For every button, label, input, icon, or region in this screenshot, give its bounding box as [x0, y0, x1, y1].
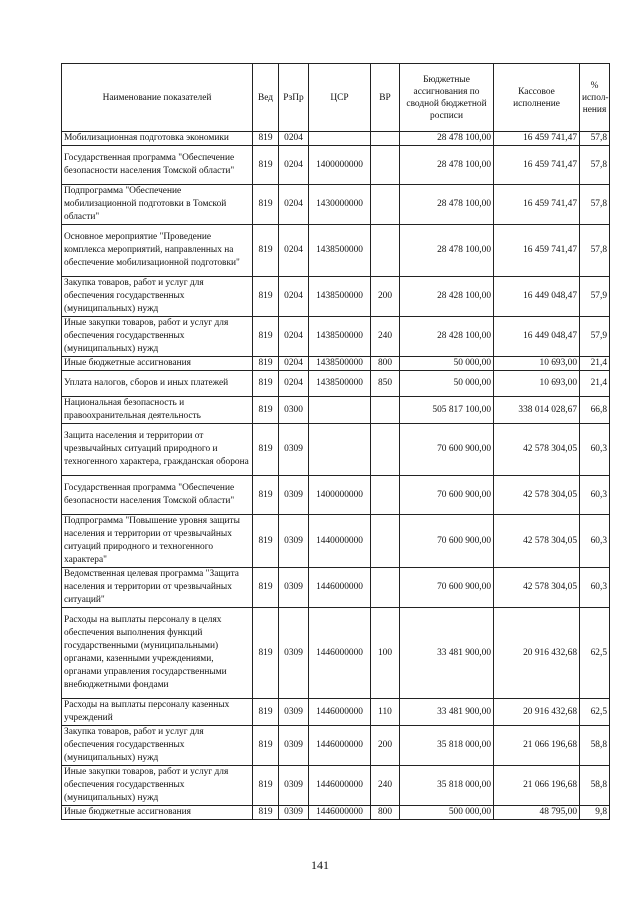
- cell-department: 819: [253, 726, 279, 766]
- cell-section: 0309: [279, 608, 309, 699]
- cell-cash-execution: 42 578 304,05: [494, 515, 580, 568]
- cell-target-article: [309, 424, 371, 476]
- table-row: [62, 608, 610, 699]
- cell-section: 0204: [279, 185, 309, 225]
- cell-cash-execution: 20 916 432,68: [494, 699, 580, 726]
- cell-budget-allocations: 28 478 100,00: [400, 185, 494, 225]
- cell-section: 0204: [279, 225, 309, 277]
- cell-expense-type: 850: [371, 371, 400, 397]
- cell-department: 819: [253, 225, 279, 277]
- cell-indicator-name: Расходы на выплаты персоналу казенных учреждений: [62, 699, 253, 726]
- cell-department: 819: [253, 608, 279, 699]
- cell-indicator-name: Подпрограмма "Обеспечение мобилизационной подготовки в Томской области": [62, 185, 253, 225]
- cell-cash-execution: 42 578 304,05: [494, 476, 580, 515]
- cell-expense-type: [371, 476, 400, 515]
- cell-execution-percent: 57,8: [580, 132, 610, 146]
- cell-budget-allocations: 28 428 100,00: [400, 277, 494, 317]
- table-row: [62, 806, 610, 820]
- budget-table: [61, 63, 610, 820]
- cell-department: 819: [253, 476, 279, 515]
- cell-department: 819: [253, 424, 279, 476]
- cell-cash-execution: 42 578 304,05: [494, 568, 580, 608]
- cell-indicator-name: Основное мероприятие "Проведение комплекса мероприятий, направленных на обеспечение мобилизационной подготовки": [62, 225, 253, 277]
- cell-expense-type: 240: [371, 317, 400, 357]
- cell-department: 819: [253, 357, 279, 371]
- cell-department: 819: [253, 397, 279, 424]
- cell-target-article: [309, 132, 371, 146]
- cell-execution-percent: 57,9: [580, 317, 610, 357]
- header-budget-allocations: Бюджетные ассигнования по сводной бюджетной росписи: [400, 64, 494, 132]
- cell-execution-percent: 60,3: [580, 568, 610, 608]
- cell-budget-allocations: 33 481 900,00: [400, 608, 494, 699]
- cell-section: 0204: [279, 357, 309, 371]
- cell-budget-allocations: 28 478 100,00: [400, 225, 494, 277]
- cell-cash-execution: 21 066 196,68: [494, 726, 580, 766]
- cell-expense-type: 240: [371, 766, 400, 806]
- cell-section: 0309: [279, 699, 309, 726]
- cell-cash-execution: 21 066 196,68: [494, 766, 580, 806]
- cell-indicator-name: Защита населения и территории от чрезвычайных ситуаций природного и техногенного характера, гражданская оборона: [62, 424, 253, 476]
- cell-indicator-name: Иные закупки товаров, работ и услуг для обеспечения государственных (муниципальных) нужд: [62, 766, 253, 806]
- cell-cash-execution: 16 459 741,47: [494, 185, 580, 225]
- cell-section: 0309: [279, 806, 309, 820]
- cell-cash-execution: 16 459 741,47: [494, 146, 580, 185]
- table-row: [62, 726, 610, 766]
- cell-indicator-name: Уплата налогов, сборов и иных платежей: [62, 371, 253, 397]
- cell-cash-execution: 16 449 048,47: [494, 317, 580, 357]
- cell-department: 819: [253, 185, 279, 225]
- cell-execution-percent: 21,4: [580, 371, 610, 397]
- table-row: [62, 146, 610, 185]
- cell-indicator-name: Расходы на выплаты персоналу в целях обеспечения выполнения функций государственными (муниципальными) органами, казенными учреждениями, органами управления государственными внебюджетными фондами: [62, 608, 253, 699]
- cell-expense-type: 200: [371, 277, 400, 317]
- cell-section: 0309: [279, 476, 309, 515]
- table-row: [62, 277, 610, 317]
- cell-section: 0300: [279, 397, 309, 424]
- table-row: [62, 397, 610, 424]
- table-row: [62, 766, 610, 806]
- table-header-row: [62, 64, 610, 132]
- cell-section: 0204: [279, 132, 309, 146]
- cell-target-article: 1446000000: [309, 608, 371, 699]
- cell-expense-type: [371, 515, 400, 568]
- cell-execution-percent: 57,9: [580, 277, 610, 317]
- cell-execution-percent: 57,8: [580, 225, 610, 277]
- cell-cash-execution: 338 014 028,67: [494, 397, 580, 424]
- cell-execution-percent: 60,3: [580, 424, 610, 476]
- cell-expense-type: [371, 397, 400, 424]
- table-row: [62, 424, 610, 476]
- table-row: [62, 515, 610, 568]
- cell-execution-percent: 9,8: [580, 806, 610, 820]
- cell-target-article: 1446000000: [309, 699, 371, 726]
- header-indicator-name: Наименование показателей: [62, 64, 253, 132]
- cell-expense-type: [371, 424, 400, 476]
- cell-budget-allocations: 35 818 000,00: [400, 726, 494, 766]
- cell-indicator-name: Иные бюджетные ассигнования: [62, 806, 253, 820]
- cell-department: 819: [253, 766, 279, 806]
- cell-indicator-name: Закупка товаров, работ и услуг для обеспечения государственных (муниципальных) нужд: [62, 277, 253, 317]
- cell-cash-execution: 20 916 432,68: [494, 608, 580, 699]
- cell-department: 819: [253, 568, 279, 608]
- cell-expense-type: 110: [371, 699, 400, 726]
- cell-section: 0309: [279, 424, 309, 476]
- cell-execution-percent: 21,4: [580, 357, 610, 371]
- cell-cash-execution: 16 459 741,47: [494, 225, 580, 277]
- cell-section: 0204: [279, 317, 309, 357]
- cell-section: 0204: [279, 146, 309, 185]
- cell-cash-execution: 10 693,00: [494, 371, 580, 397]
- header-execution-percent: % испол-нения: [580, 64, 610, 132]
- cell-indicator-name: Государственная программа "Обеспечение безопасности населения Томской области": [62, 146, 253, 185]
- cell-budget-allocations: 50 000,00: [400, 357, 494, 371]
- cell-expense-type: 800: [371, 806, 400, 820]
- table-row: [62, 225, 610, 277]
- cell-indicator-name: Подпрограмма "Повышение уровня защиты населения и территории от чрезвычайных ситуаций природного и техногенного характера": [62, 515, 253, 568]
- cell-cash-execution: 10 693,00: [494, 357, 580, 371]
- cell-cash-execution: 16 459 741,47: [494, 132, 580, 146]
- cell-department: 819: [253, 515, 279, 568]
- cell-department: 819: [253, 132, 279, 146]
- cell-department: 819: [253, 317, 279, 357]
- cell-section: 0204: [279, 277, 309, 317]
- cell-target-article: 1438500000: [309, 225, 371, 277]
- cell-section: 0309: [279, 515, 309, 568]
- cell-target-article: 1400000000: [309, 146, 371, 185]
- header-expense-type: ВР: [371, 64, 400, 132]
- cell-budget-allocations: 28 478 100,00: [400, 146, 494, 185]
- table-body: [62, 132, 610, 820]
- cell-execution-percent: 66,8: [580, 397, 610, 424]
- cell-budget-allocations: 70 600 900,00: [400, 476, 494, 515]
- cell-target-article: 1430000000: [309, 185, 371, 225]
- cell-expense-type: [371, 146, 400, 185]
- cell-execution-percent: 57,8: [580, 146, 610, 185]
- cell-target-article: 1438500000: [309, 277, 371, 317]
- cell-department: 819: [253, 371, 279, 397]
- cell-expense-type: 100: [371, 608, 400, 699]
- cell-budget-allocations: 70 600 900,00: [400, 424, 494, 476]
- cell-budget-allocations: 50 000,00: [400, 371, 494, 397]
- cell-target-article: 1446000000: [309, 726, 371, 766]
- cell-target-article: [309, 397, 371, 424]
- cell-expense-type: [371, 185, 400, 225]
- cell-target-article: 1438500000: [309, 317, 371, 357]
- cell-execution-percent: 58,8: [580, 726, 610, 766]
- cell-execution-percent: 58,8: [580, 766, 610, 806]
- cell-target-article: 1446000000: [309, 766, 371, 806]
- cell-department: 819: [253, 277, 279, 317]
- cell-execution-percent: 60,3: [580, 515, 610, 568]
- cell-department: 819: [253, 146, 279, 185]
- table-row: [62, 132, 610, 146]
- cell-execution-percent: 62,5: [580, 608, 610, 699]
- table-row: [62, 357, 610, 371]
- cell-budget-allocations: 28 478 100,00: [400, 132, 494, 146]
- cell-target-article: 1438500000: [309, 357, 371, 371]
- header-department: Вед: [253, 64, 279, 132]
- cell-target-article: 1446000000: [309, 806, 371, 820]
- table-row: [62, 185, 610, 225]
- cell-budget-allocations: 28 428 100,00: [400, 317, 494, 357]
- cell-budget-allocations: 33 481 900,00: [400, 699, 494, 726]
- cell-target-article: 1400000000: [309, 476, 371, 515]
- page-number: 141: [311, 858, 329, 872]
- cell-expense-type: 200: [371, 726, 400, 766]
- header-section: РзПр: [279, 64, 309, 132]
- cell-target-article: 1440000000: [309, 515, 371, 568]
- table-row: [62, 699, 610, 726]
- cell-indicator-name: Мобилизационная подготовка экономики: [62, 132, 253, 146]
- cell-section: 0309: [279, 568, 309, 608]
- cell-department: 819: [253, 699, 279, 726]
- cell-expense-type: [371, 132, 400, 146]
- cell-indicator-name: Закупка товаров, работ и услуг для обеспечения государственных (муниципальных) нужд: [62, 726, 253, 766]
- cell-section: 0309: [279, 766, 309, 806]
- cell-expense-type: 800: [371, 357, 400, 371]
- cell-budget-allocations: 70 600 900,00: [400, 515, 494, 568]
- cell-indicator-name: Национальная безопасность и правоохранительная деятельность: [62, 397, 253, 424]
- cell-section: 0309: [279, 726, 309, 766]
- cell-department: 819: [253, 806, 279, 820]
- cell-execution-percent: 62,5: [580, 699, 610, 726]
- cell-execution-percent: 60,3: [580, 476, 610, 515]
- header-cash-execution: Кассовое исполнение: [494, 64, 580, 132]
- cell-section: 0204: [279, 371, 309, 397]
- cell-cash-execution: 42 578 304,05: [494, 424, 580, 476]
- cell-indicator-name: Ведомственная целевая программа "Защита населения и территории от чрезвычайных ситуаций": [62, 568, 253, 608]
- header-target-article: ЦСР: [309, 64, 371, 132]
- cell-target-article: 1438500000: [309, 371, 371, 397]
- cell-budget-allocations: 505 817 100,00: [400, 397, 494, 424]
- table-row: [62, 371, 610, 397]
- cell-budget-allocations: 70 600 900,00: [400, 568, 494, 608]
- cell-target-article: 1446000000: [309, 568, 371, 608]
- cell-cash-execution: 48 795,00: [494, 806, 580, 820]
- table-row: [62, 568, 610, 608]
- cell-expense-type: [371, 225, 400, 277]
- table-row: [62, 317, 610, 357]
- cell-indicator-name: Иные закупки товаров, работ и услуг для обеспечения государственных (муниципальных) нужд: [62, 317, 253, 357]
- cell-expense-type: [371, 568, 400, 608]
- cell-budget-allocations: 35 818 000,00: [400, 766, 494, 806]
- cell-budget-allocations: 500 000,00: [400, 806, 494, 820]
- cell-indicator-name: Иные бюджетные ассигнования: [62, 357, 253, 371]
- cell-indicator-name: Государственная программа "Обеспечение безопасности населения Томской области": [62, 476, 253, 515]
- cell-execution-percent: 57,8: [580, 185, 610, 225]
- cell-cash-execution: 16 449 048,47: [494, 277, 580, 317]
- table-row: [62, 476, 610, 515]
